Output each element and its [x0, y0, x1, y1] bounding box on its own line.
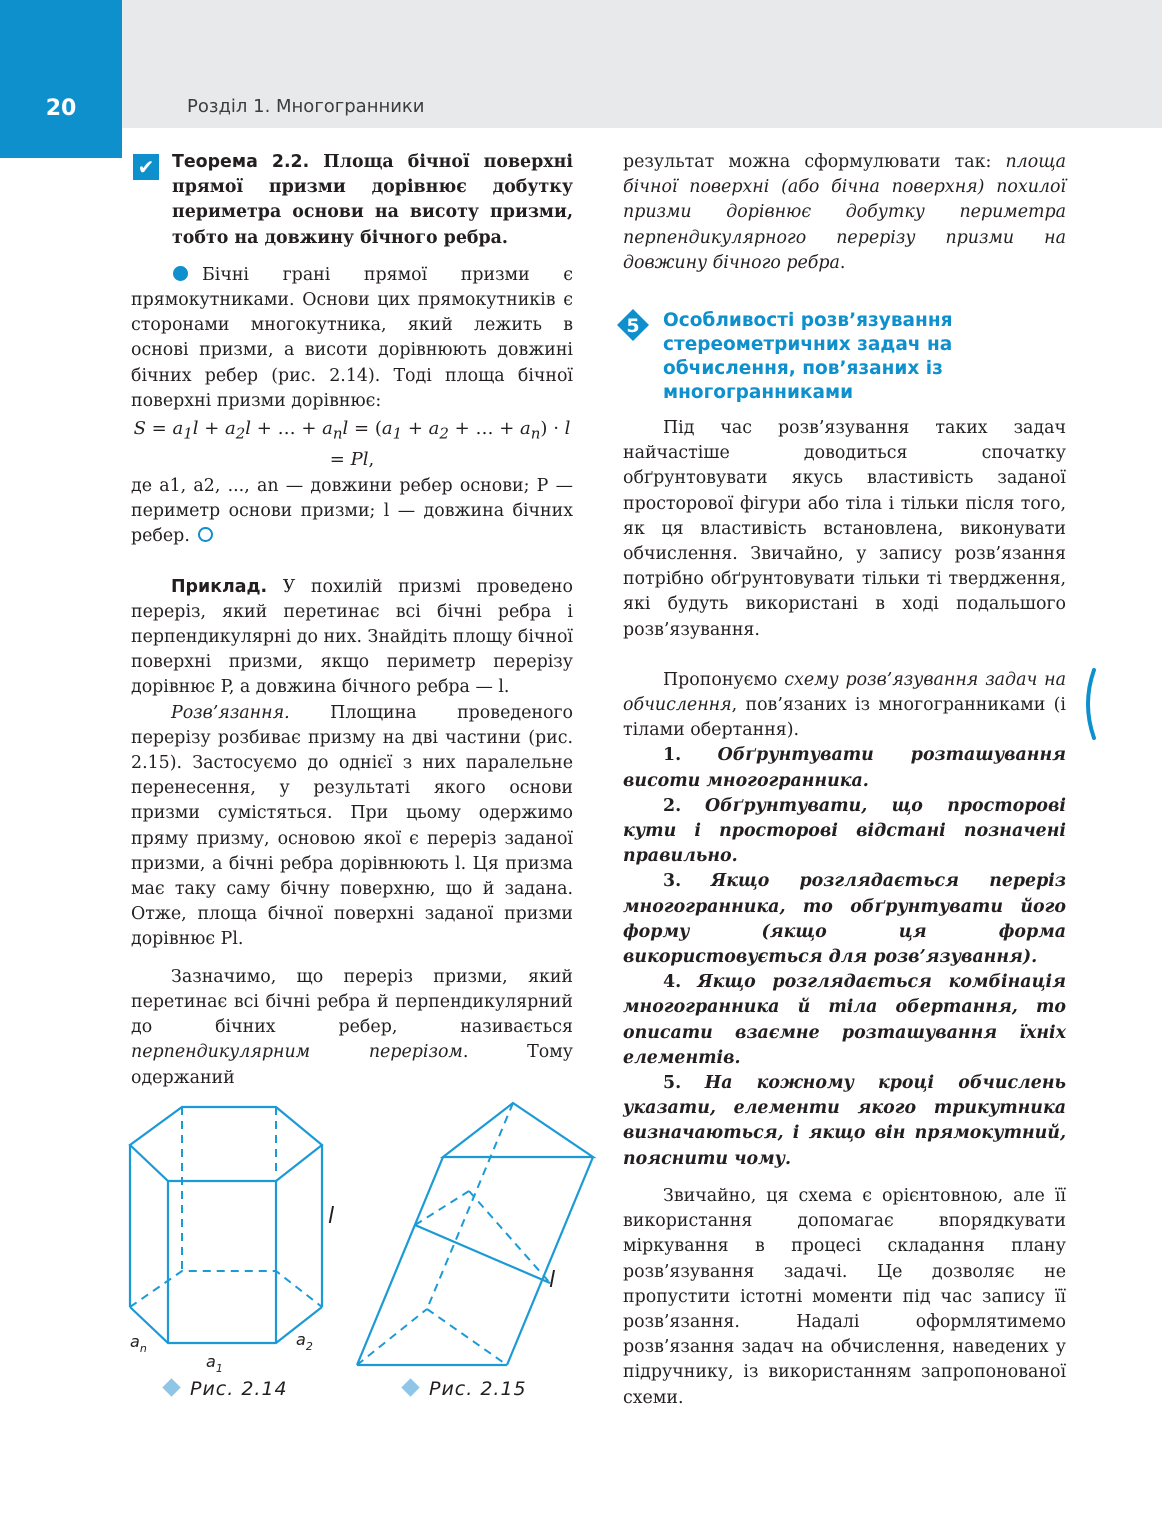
closing-paragraph: Звичайно, ця схема є орієнтовною, але її використання допомагає впорядкувати міркування в процесі складання плану розв’язування задачі. Це дозволяє не пропустити істотні моменти під час запису її розв’язання. Надалі оформлятимемо розв’язання задач на обчислення, наведених у підручнику, із використанням запропонованої схеми. — [623, 1185, 1066, 1408]
continuation-text-1: результат можна сформулювати так: — [623, 152, 1006, 172]
figure-2-15-caption — [404, 1378, 527, 1400]
note-text-2: . Тому одержаний — [131, 1042, 573, 1088]
example-paragraph — [131, 575, 573, 701]
figure-2-14-caption-text: Рис. 2.14 — [190, 1378, 288, 1400]
edge-label-a1: $a_1$ — [206, 1352, 223, 1375]
solution-label: Розв’язання. — [171, 702, 290, 723]
section-title: Особливості розв’язування стереометричних задач на обчислення, пов’язаних із многогранниками — [663, 310, 953, 403]
proof-paragraph — [131, 263, 573, 414]
proof-end-icon — [198, 527, 213, 542]
proof-start-icon — [173, 266, 188, 281]
figure-2-14 — [120, 1095, 360, 1395]
where-paragraph — [131, 474, 573, 550]
scheme-step-1: 1. Обґрунтувати розташування висоти многогранника. — [623, 745, 1066, 791]
scheme-text-b: , пов’язаних із многогранниками (і тілами обертання). — [623, 695, 1066, 741]
left-column — [131, 150, 573, 1091]
edge-label-l: l — [328, 1204, 335, 1229]
section-number: 5 — [626, 315, 640, 337]
theorem-2-2 — [172, 150, 573, 251]
edge-label-l-2: l — [549, 1268, 556, 1293]
scheme-step-3: 3. Якщо розглядається переріз многогранника, то обґрунтувати його форму (якщо ця форма використовується для розв’язування). — [623, 871, 1066, 968]
scheme-step-2: 2. Обґрунтувати, що просторові кути і просторові відстані позначені правильно. — [623, 795, 1067, 867]
margin-arc-decoration — [1080, 668, 1100, 740]
continuation-statement: площа бічної поверхні (або бічна поверхня) похилої призми дорівнює добутку периметра перпендикулярного перерізу призми на довжину бічного ребра — [623, 152, 1066, 273]
scheme-step-4: 4. Якщо розглядається комбінація многогранника й тіла обертання, то описати взаємне розташування їхніх елементів. — [623, 972, 1066, 1068]
diamond-icon — [162, 1378, 180, 1396]
right-column-top — [623, 150, 1066, 276]
scheme-term: схему розв’язування задач на обчислення — [623, 669, 1066, 716]
right-column-body — [623, 416, 1066, 1411]
figure-2-15-caption-text: Рис. 2.15 — [429, 1378, 527, 1400]
example-label: Приклад. — [171, 576, 268, 597]
figure-2-14-caption — [165, 1378, 288, 1400]
theorem-label: Теорема 2.2. — [172, 152, 310, 172]
example-text: У похилій призмі проведено переріз, який перетинає всі бічні ребра і перпендикулярні до них. Знайдіть площу бічної поверхні призми, якщо периметр перерізу дорівнює P, а довжина бічного ребра — l. — [131, 576, 573, 698]
note-term: перпендикулярним перерізом — [131, 1042, 463, 1063]
solution-text: Площина проведеного перерізу розбиває призму на дві частини (рис. 2.15). Застосуємо до однієї з них паралельне перенесення, у результаті якого основи призми сумістяться. При цьому одержимо пряму призму, основою якої є переріз заданої призми, а бічні ребра дорівнюють l. Ця призма має таку саму бічну поверхню, що й задана. Отже, площа бічної поверхні заданої призми дорівнює Pl. — [131, 702, 573, 950]
figure-2-15 — [345, 1095, 605, 1385]
checkmark-icon: ✔ — [133, 154, 159, 180]
lateral-area-formula: $S = a_1l + a_2l$ + … + $a_nl = (a_1 + a_2$ + … + $a_n) \cdot l = Pl$, — [133, 418, 571, 470]
scheme-paragraph — [623, 668, 1066, 744]
proof-text: Бічні грані прямої призми є прямокутниками. Основи цих прямокутників є сторонами многокутника, який лежить в основі призми, а висоти дорівнюють довжині бічних ребер (рис. 2.14). Тоді площа бічної поверхні призми дорівнює: — [131, 264, 573, 411]
where-text: де a1, a2, ..., an — довжини ребер основи; P — периметр основи призми; l — довжина бічних ребер. — [131, 476, 573, 547]
edge-label-an: $a_n$ — [130, 1332, 147, 1355]
note-paragraph — [131, 965, 573, 1091]
solution-paragraph — [131, 701, 573, 953]
page-number: 20 — [45, 96, 77, 121]
running-head: Розділ 1. Многогранники — [187, 96, 425, 117]
scheme-text-a: Пропонуємо — [663, 669, 785, 690]
note-text-1: Зазначимо, що переріз призми, який перетинає всі бічні ребра й перпендикулярний до бічних ребер, називається — [131, 966, 573, 1038]
scheme-step-5: 5. На кожному кроці обчислень указати, елементи якого трикутника визначаються, і якщо він прямокутний, пояснити чому. — [623, 1073, 1066, 1169]
continuation-text-2: . — [839, 252, 846, 273]
page-number-tab — [0, 0, 122, 158]
intro-paragraph: Під час розв’язування таких задач найчастіше доводиться спочатку обґрунтовувати якусь властивість заданої просторової фігури або тіла і тільки після того, як ця властивість встановлена, виконувати обчислення. Звичайно, у запису розв’язання потрібно обґрунтовувати тільки ті твердження, які будуть використані в ході подальшого розв’язування. — [623, 418, 1066, 640]
diamond-icon-2 — [401, 1378, 419, 1396]
section-number-badge — [617, 309, 649, 341]
edge-label-a2: $a_2$ — [296, 1330, 313, 1353]
theorem-text: Площа бічної поверхні прямої призми дорівнює добутку периметра основи на висоту призми, тобто на довжину бічного ребра. — [172, 152, 573, 248]
continuation-paragraph — [623, 150, 1066, 276]
